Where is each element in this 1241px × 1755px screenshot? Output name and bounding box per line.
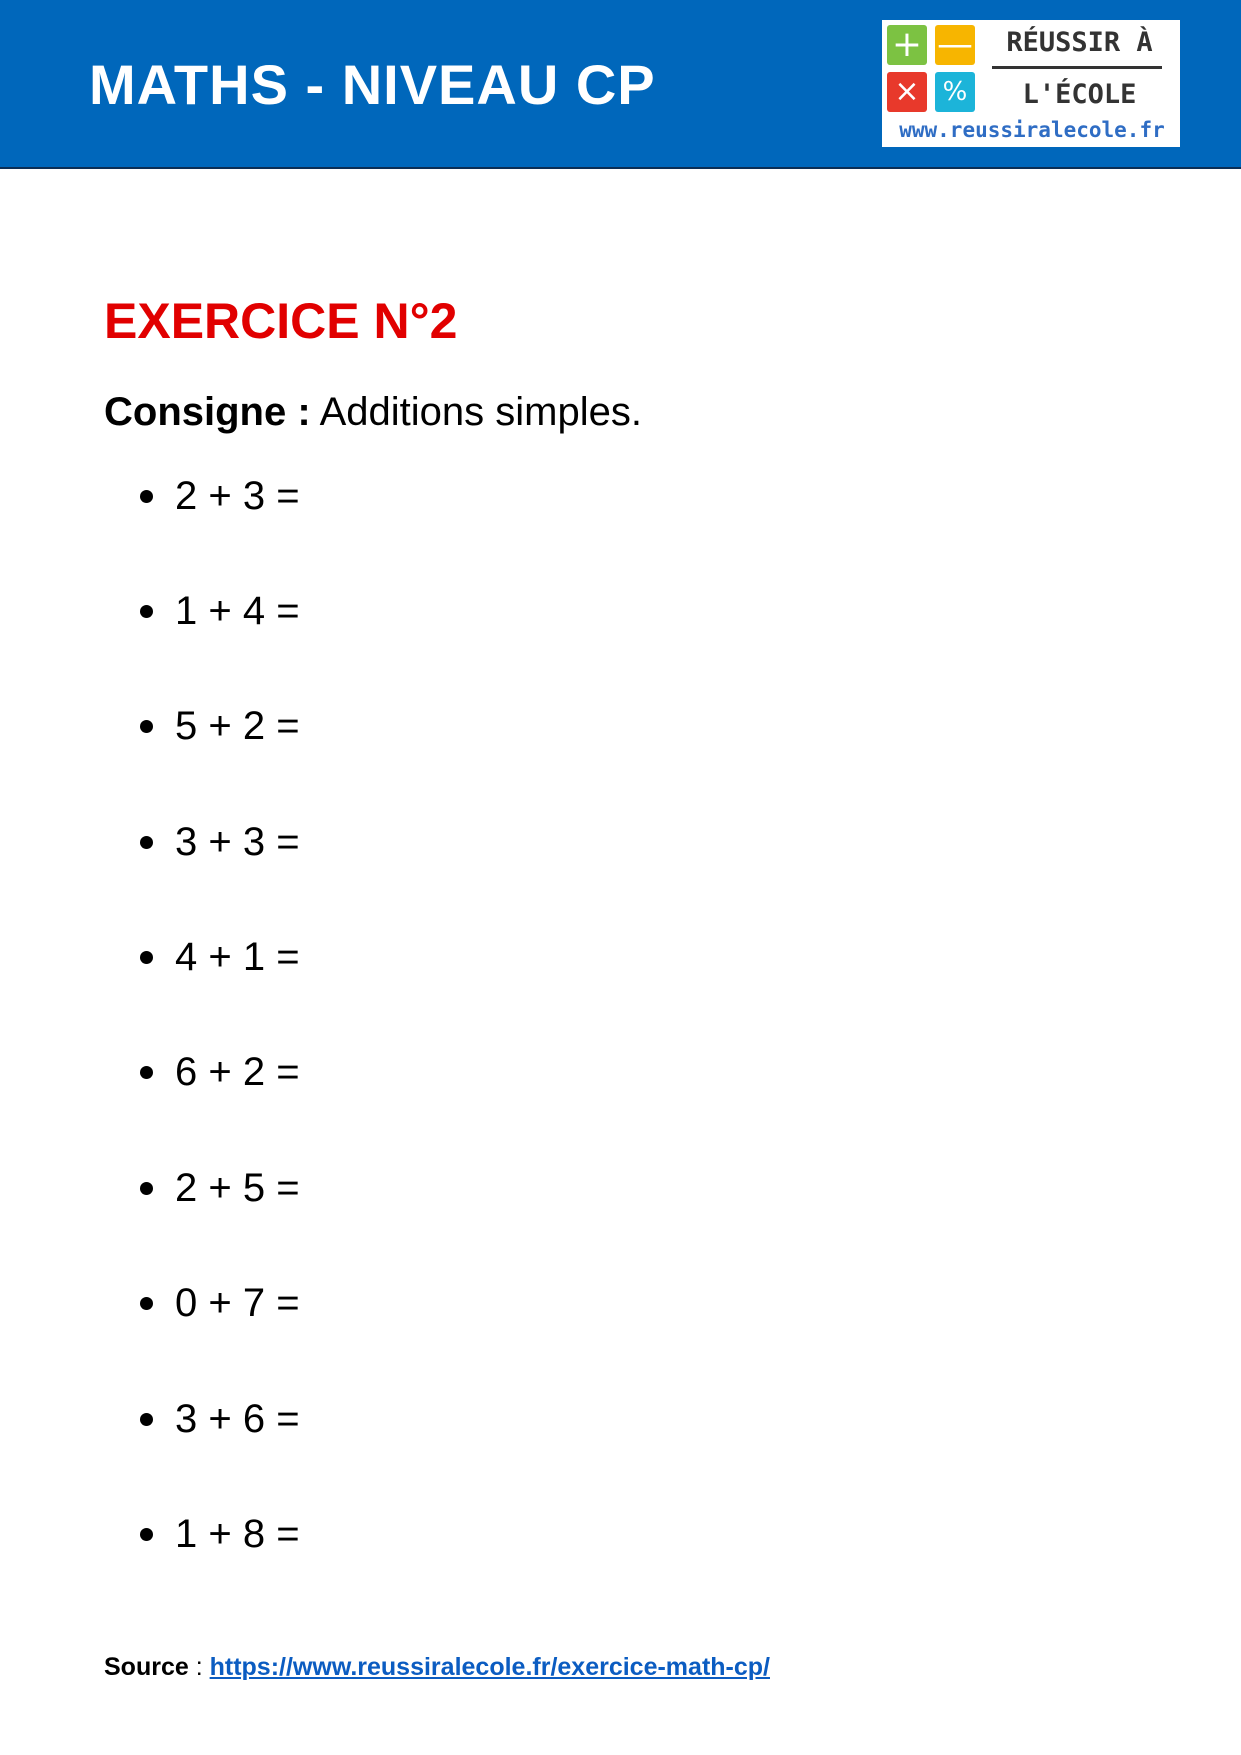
exercise-item-text: 0 + 7 = — [175, 1281, 300, 1325]
exercise-item-text: 3 + 6 = — [175, 1397, 300, 1441]
exercise-item — [140, 933, 300, 981]
source-label: Source — [104, 1653, 189, 1681]
source-link[interactable]: https://www.reussiralecole.fr/exercice-math-cp/ — [209, 1653, 770, 1681]
exercise-item — [140, 818, 300, 866]
exercise-item — [140, 587, 300, 635]
bullet-icon — [140, 1528, 153, 1541]
page-title: MATHS - NIVEAU CP — [89, 53, 656, 116]
exercise-item-text: 2 + 3 = — [175, 474, 300, 518]
exercise-item — [140, 1510, 300, 1558]
exercise-item — [140, 1048, 300, 1096]
bullet-icon — [140, 951, 153, 964]
exercise-item-text: 4 + 1 = — [175, 935, 300, 979]
source-separator: : — [188, 1653, 210, 1681]
percent-icon: % — [935, 72, 975, 112]
exercise-item — [140, 1164, 300, 1212]
bullet-icon — [140, 836, 153, 849]
bullet-icon — [140, 490, 153, 503]
logo-text-line1: RÉUSSIR À — [1006, 27, 1153, 58]
exercise-item — [140, 472, 300, 520]
plus-icon: + — [887, 25, 927, 65]
source-line — [104, 1650, 770, 1684]
exercise-title: EXERCICE N°2 — [104, 293, 458, 349]
exercise-item-text: 3 + 3 = — [175, 820, 300, 864]
exercise-item-text: 1 + 4 = — [175, 589, 300, 633]
exercise-item-text: 1 + 8 = — [175, 1512, 300, 1556]
bullet-icon — [140, 605, 153, 618]
exercise-item — [140, 1279, 300, 1327]
multiply-icon: × — [887, 72, 927, 112]
bullet-icon — [140, 1297, 153, 1310]
exercise-item-text: 2 + 5 = — [175, 1166, 300, 1210]
logo-text-line2: L'ÉCOLE — [1022, 79, 1137, 110]
bullet-icon — [140, 720, 153, 733]
bullet-icon — [140, 1182, 153, 1195]
exercise-item — [140, 702, 300, 750]
exercise-item-text: 5 + 2 = — [175, 704, 300, 748]
bullet-icon — [140, 1413, 153, 1426]
consigne-text: Additions simples. — [319, 390, 642, 434]
minus-icon: — — [937, 24, 973, 65]
logo-url: www.reussiralecole.fr — [899, 118, 1165, 142]
consigne-label: Consigne : — [104, 390, 311, 434]
exercise-item-text: 6 + 2 = — [175, 1050, 300, 1094]
exercise-item — [140, 1395, 300, 1443]
bullet-icon — [140, 1066, 153, 1079]
